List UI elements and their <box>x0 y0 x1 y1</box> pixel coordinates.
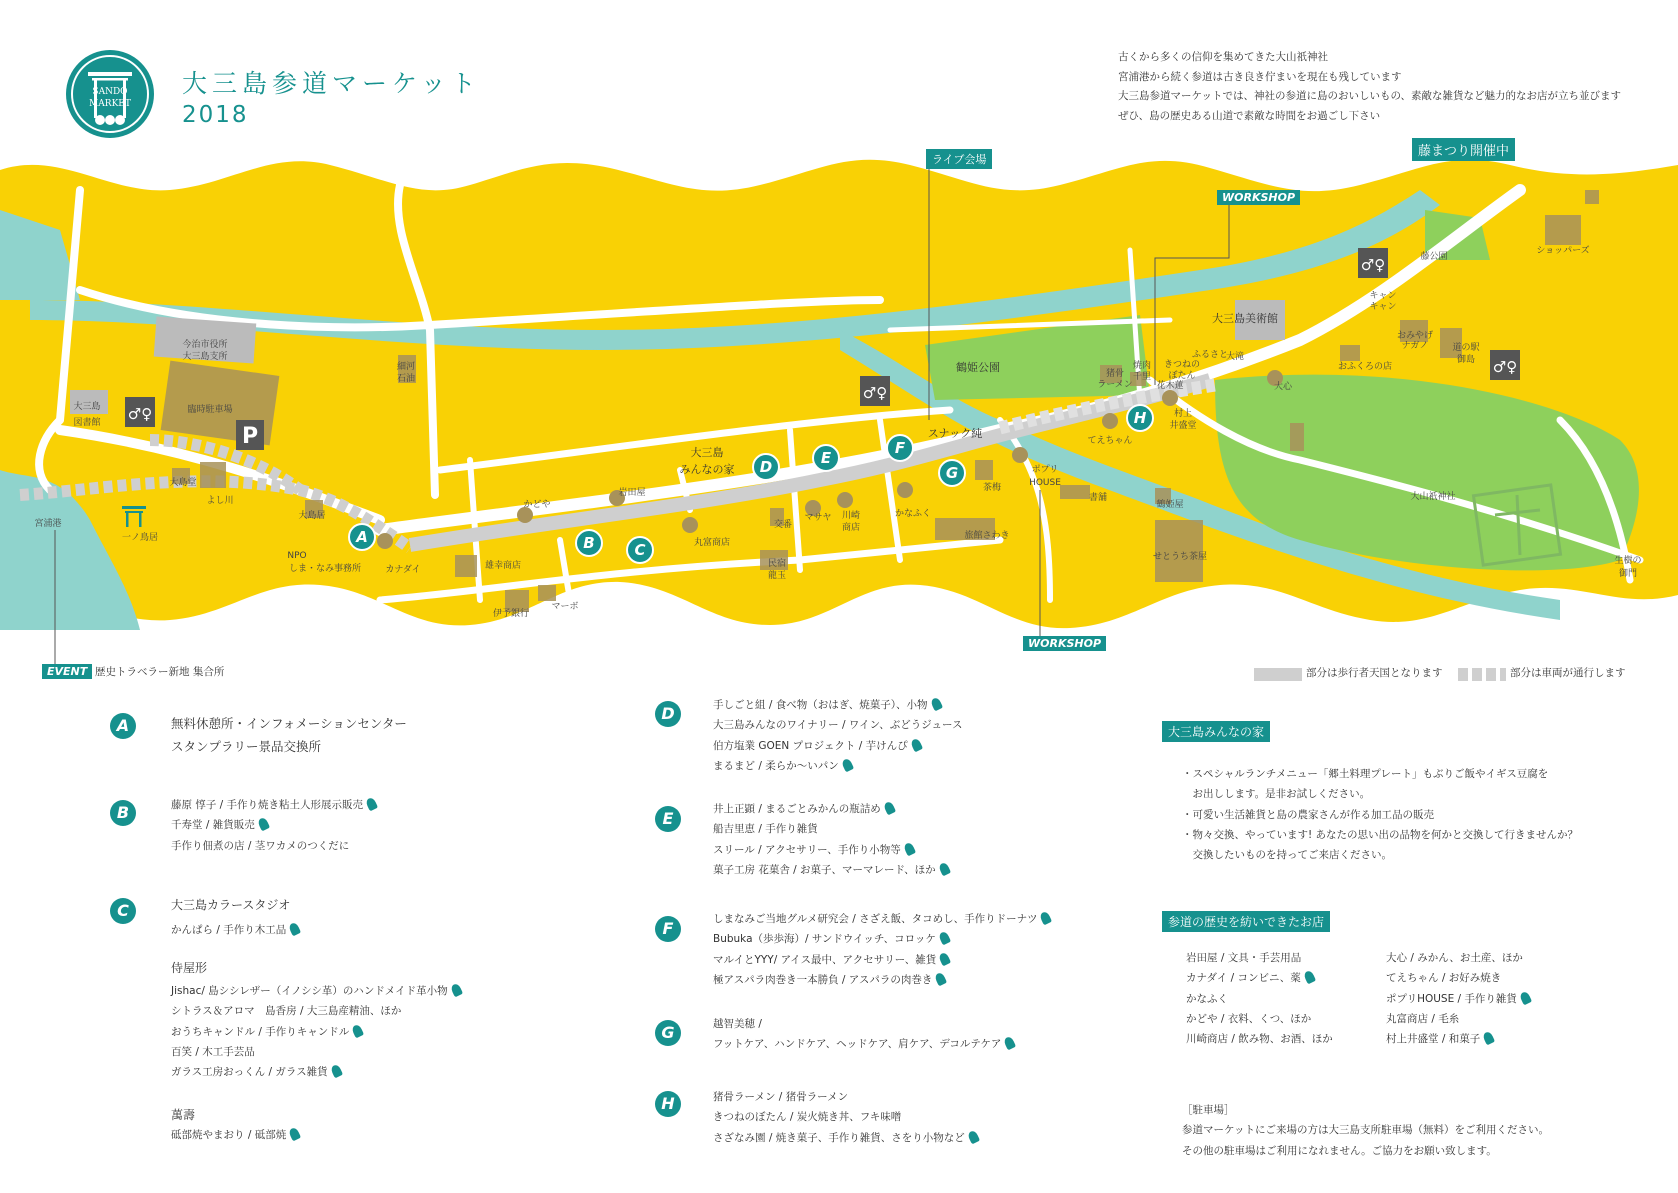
label-minshuku: 民宿 <box>767 559 787 569</box>
area-c-subtitle2: 萬壽 <box>171 1108 196 1122</box>
workshop-icon <box>288 1127 301 1142</box>
svg-text:A: A <box>356 528 368 546</box>
label-ofukuro: おふくろの店 <box>1337 362 1393 372</box>
toilet-icon <box>1358 248 1388 278</box>
label-kawasaki2: 商店 <box>841 523 861 533</box>
historic-shops-left <box>1186 948 1333 1049</box>
svg-text:MARKET: MARKET <box>89 99 131 109</box>
area-d-list <box>713 695 963 776</box>
shop-line: 船吉里恵 / 手作り雑貨 <box>713 823 818 836</box>
label-npo: NPO <box>287 551 307 561</box>
workshop-icon <box>903 841 916 856</box>
shop-line: おうちキャンドル / 手作りキャンドル <box>171 1025 350 1038</box>
legend-vehicle-swatch <box>1458 668 1506 681</box>
shop-line: 伯方塩業 GOEN プロジェクト / 芋けんぴ <box>713 739 908 752</box>
label-minshuku2: 龍玉 <box>767 571 787 581</box>
label-kanadai: カナダイ <box>385 565 421 575</box>
label-masaya: マサヤ <box>804 513 832 523</box>
area-pin-h <box>1127 405 1153 431</box>
parking-line: その他の駐車場はご利用になれません。ご協力をお願い致します。 <box>1182 1144 1497 1157</box>
workshop-icon <box>929 697 942 712</box>
shop-line: Jishac/ 島シシレザー（イノシシ革）のハンドメイド革小物 <box>171 985 448 997</box>
shop-line: 菓子工房 花菓舎 / お菓子、マーマレード、ほか <box>713 863 936 876</box>
label-hanamizu: 花木蓮 <box>1156 381 1184 391</box>
label-fujikoen: 藤公園 <box>1420 252 1448 262</box>
label-kitsune: きつねの <box>1163 360 1201 370</box>
workshop-icon <box>934 972 947 987</box>
label-ryokan: 旅館さわき <box>964 531 1010 541</box>
area-a-info <box>171 712 407 758</box>
label-kanafuku: かなふく <box>894 509 932 519</box>
svg-text:G: G <box>945 464 959 482</box>
shop-line: しまなみご当地グルメ研究会 / さざえ飯、タコめし、手作りドーナツ <box>713 913 1038 925</box>
svg-text:E: E <box>820 449 832 467</box>
workshop-tag-bottom: WORKSHOP <box>1023 636 1106 651</box>
shop-line: シトラス＆アロマ 島香房 / 大三島産精油、ほか <box>171 1005 402 1018</box>
area-pin-d <box>753 454 779 480</box>
label-kyan2: キャン <box>1369 302 1397 312</box>
toilet-icon <box>860 376 890 406</box>
area-h-list <box>713 1087 978 1148</box>
area-c-list <box>171 920 299 940</box>
workshop-icon <box>449 983 462 998</box>
label-marbo: マーボ <box>551 602 579 612</box>
svg-text:♂♀: ♂♀ <box>1492 358 1518 376</box>
label-poppuri2: HOUSE <box>1029 478 1061 488</box>
workshop-icon <box>883 801 896 816</box>
area-b-list <box>171 795 376 856</box>
workshop-icon <box>329 1064 342 1079</box>
label-library2: 図書館 <box>73 418 101 428</box>
legend-vehicle: 部分は車両が通行します <box>1510 667 1626 679</box>
workshop-icon <box>365 797 378 812</box>
svg-text:D: D <box>759 458 773 476</box>
label-seiju2: 御門 <box>1618 569 1638 579</box>
workshop-icon <box>1303 970 1316 985</box>
shop-line: まるまど / 柔らか〜いパン <box>713 759 839 772</box>
intro-line: 大三島参道マーケットでは、神社の参道に島のおいしいもの、素敵な雑貨など魅力的なお店が立ち並びます <box>1118 90 1622 103</box>
workshop-icon <box>257 817 270 832</box>
area-badge-g: G <box>655 1020 681 1046</box>
info-line: 交換したいものを持ってご来店ください。 <box>1182 849 1392 862</box>
event-tag: EVENT <box>42 664 92 679</box>
workshop-icon <box>288 922 301 937</box>
area-pin-a <box>349 524 375 550</box>
area-line: 無料休憩所・インフォメーションセンター <box>171 716 407 731</box>
area-c-sublist2 <box>171 1125 299 1145</box>
info-line: お出しします。是非お試しください。 <box>1182 788 1371 801</box>
area-c-sublist <box>171 981 461 1082</box>
svg-text:F: F <box>894 439 906 457</box>
label-shrine: 大山祇神社 <box>1410 492 1456 502</box>
label-poppuri: ポプリ <box>1031 465 1059 475</box>
shop-line: さざなみ園 / 焼き菓子、手作り雑貨、さをり小物など <box>713 1131 965 1144</box>
area-badge-c: C <box>110 898 136 924</box>
area-pin-e <box>813 445 839 471</box>
shop-line: 村上井盛堂 / 和菓子 <box>1386 1033 1481 1046</box>
svg-text:♂♀: ♂♀ <box>127 405 153 423</box>
minna-info <box>1182 764 1578 865</box>
label-ohaka: 大滝 <box>1225 352 1245 362</box>
label-hosokawa: 細河 <box>396 362 416 372</box>
label-museum: 大三島美術館 <box>1212 312 1278 325</box>
area-c-title: 大三島カラースタジオ <box>171 898 291 912</box>
label-imabari2: 大三島支所 <box>182 352 228 362</box>
workshop-icon <box>1519 990 1532 1005</box>
label-tsuruhimeya: 鶴姫屋 <box>1156 500 1184 510</box>
shop-line: 千寿堂 / 雑貨販売 <box>171 819 255 832</box>
label-setouchi: せとうち茶屋 <box>1152 552 1208 562</box>
shop-line: 極アスパラ肉巻き一本勝負 / アスパラの肉巻き <box>713 973 933 986</box>
svg-text:♂♀: ♂♀ <box>862 384 888 402</box>
area-badge-e: E <box>655 806 681 832</box>
label-shopparz: ショッパーズ <box>1536 246 1590 256</box>
label-port: 宮浦港 <box>34 519 62 529</box>
shop-line: Bubuka（歩歩海）/ サンドウイッチ、コロッケ <box>713 933 936 946</box>
area-badge-a: A <box>110 713 136 739</box>
area-badge-b: B <box>110 800 136 826</box>
legend-pedestrian: 部分は歩行者天国となります <box>1306 667 1443 679</box>
shop-line: 百笑 / 木工手芸品 <box>171 1045 255 1058</box>
svg-text:B: B <box>583 534 595 552</box>
shop-line: マルイとYYY/ アイス最中、アクセサリー、雑貨 <box>713 953 937 966</box>
parking-icon: P <box>241 424 259 449</box>
workshop-icon <box>967 1129 980 1144</box>
label-kawasaki: 川崎 <box>841 511 861 521</box>
workshop-icon <box>841 758 854 773</box>
label-inokotsu: 猪骨 <box>1105 369 1125 379</box>
label-minna: 大三島 <box>690 446 724 459</box>
info-line: ・可愛い生活雑貨と島の農家さんが作る加工品の販売 <box>1182 808 1434 821</box>
shop-line: かどや / 衣料、くつ、ほか <box>1186 1012 1312 1025</box>
toilet-icon <box>125 397 155 427</box>
page-title: 大三島参道マーケット <box>182 69 481 98</box>
minna-heading: 大三島みんなの家 <box>1162 721 1270 742</box>
label-murakami2: 井盛堂 <box>1169 421 1197 431</box>
shop-line: 大心 / みかん、お土産、ほか <box>1386 952 1523 964</box>
parking-info <box>1182 1100 1549 1161</box>
label-inokotsu2: ラーメン <box>1097 380 1133 390</box>
svg-text:C: C <box>634 541 646 559</box>
shop-line: フットケア、ハンドケア、ヘッドケア、肩ケア、デコルテケア <box>713 1038 1002 1051</box>
label-minna2: みんなの家 <box>679 463 735 476</box>
historic-shops-right <box>1386 948 1530 1049</box>
svg-text:H: H <box>1133 409 1147 427</box>
event-year: 2018 <box>182 102 249 128</box>
label-omiyage2: ナガノ <box>1401 341 1429 351</box>
shop-line: 藤原 惇子 / 手作り焼き粘土人形展示販売 <box>171 799 364 811</box>
workshop-icon <box>1003 1036 1016 1051</box>
label-yukou: 雄幸商店 <box>484 561 522 571</box>
label-hosokawa2: 石油 <box>396 374 416 384</box>
area-f-list <box>713 909 1050 990</box>
label-michinoeki: 道の駅 <box>1452 343 1480 353</box>
area-pin-b <box>576 530 602 556</box>
label-michinoeki2: 御島 <box>1456 355 1476 365</box>
label-kitsune2: ぼたん <box>1168 371 1196 381</box>
label-furusato: ふるさと <box>1191 350 1229 360</box>
shop-line: ガラス工房おっくん / ガラス雑貨 <box>171 1066 328 1079</box>
toilet-icon <box>1490 350 1520 380</box>
label-omiyage: おみやげ <box>1396 331 1434 341</box>
parking-line: 参道マーケットにご来場の方は大三島支所駐車場（無料）をご利用ください。 <box>1182 1124 1549 1137</box>
area-pin-c <box>627 537 653 563</box>
event-description: 歴史トラベラー新地 集合所 <box>95 666 225 678</box>
shop-line: 岩田屋 / 文具・手芸用品 <box>1186 952 1302 964</box>
intro-line: 古くから多くの信仰を集めてきた大山祇神社 <box>1118 51 1328 63</box>
label-oshin: 大心 <box>1273 382 1293 392</box>
label-snack: スナック純 <box>927 427 983 440</box>
svg-text:SANDO: SANDO <box>92 87 128 97</box>
live-venue-tag: ライブ会場 <box>926 149 992 169</box>
label-yoshikawa: よし川 <box>206 496 234 506</box>
shop-line: 砥部焼やまおり / 砥部焼 <box>171 1129 287 1141</box>
area-badge-d: D <box>655 701 681 727</box>
workshop-icon <box>938 951 951 966</box>
label-kyan: キャン <box>1369 291 1397 301</box>
intro-line: ぜひ、島の歴史ある山道で素敵な時間をお過ごし下さい <box>1118 109 1381 122</box>
workshop-icon <box>1039 911 1052 926</box>
shop-line: 川崎商店 / 飲み物、お酒、ほか <box>1186 1033 1333 1046</box>
info-line: ・物々交換、やっています! あなたの思い出の品物を何かと交換して行きませんか？ <box>1182 828 1579 841</box>
shop-line: かなふく <box>1186 992 1228 1005</box>
label-iyo: 伊予銀行 <box>492 609 530 619</box>
area-g-list <box>713 1014 1014 1055</box>
shop-line: かんぱら / 手作り木工品 <box>171 924 287 936</box>
shop-line: 手作り佃煮の店 / 茎ワカメのつくだに <box>171 839 350 852</box>
label-chaume: 茶梅 <box>982 483 1002 493</box>
shop-line: きつねのぼたん / 炭火焼き丼、フキ味噌 <box>713 1111 902 1124</box>
shop-line: 手しごと組 / 食べ物（おはぎ、焼菓子）、小物 <box>713 699 928 711</box>
parking-heading: ［駐車場］ <box>1182 1104 1235 1116</box>
label-yakiniku2: 千里 <box>1132 372 1152 382</box>
workshop-icon <box>1482 1031 1495 1046</box>
label-imabari: 今治市役所 <box>182 340 228 350</box>
svg-text:♂♀: ♂♀ <box>1360 256 1386 274</box>
label-gate: 一ノ鳥居 <box>121 533 159 543</box>
label-seiju: 生樹の <box>1614 556 1642 566</box>
legend-pedestrian-swatch <box>1254 668 1302 681</box>
label-oshimado: 大島堂 <box>169 478 197 488</box>
label-murakami: 村上 <box>1173 409 1193 419</box>
area-pin-f <box>887 435 913 461</box>
area-line: スタンプラリー景品交換所 <box>171 739 322 754</box>
label-kadoya: かどや <box>523 500 551 510</box>
shop-line: てえちゃん / お好み焼き <box>1386 972 1502 985</box>
workshop-icon <box>938 931 951 946</box>
fuji-festival-tag: 藤まつり開催中 <box>1412 138 1515 161</box>
area-badge-f: F <box>655 916 681 942</box>
label-oshimai: 大島居 <box>298 511 326 521</box>
historic-shops-heading: 参道の歴史を紡いできたお店 <box>1162 911 1330 932</box>
workshop-icon <box>351 1023 364 1038</box>
label-teichan: てえちゃん <box>1087 436 1133 446</box>
label-parking: 臨時駐車場 <box>187 405 233 415</box>
shop-line: カナダイ / コンビニ、薬 <box>1186 972 1301 985</box>
shop-line: 大三島みんなのワイナリー / ワイン、ぶどうジュース <box>713 719 963 732</box>
shop-line: スリール / アクセサリー、手作り小物等 <box>713 843 901 856</box>
area-badge-h: H <box>655 1091 681 1117</box>
label-npo2: しま・なみ事務所 <box>288 564 362 574</box>
info-line: ・スペシャルランチメニュー「郷土料理プレート」もぶりご飯やイギス豆腐を <box>1182 768 1549 780</box>
intro-line: 宮浦港から続く参道は古き良き佇まいを現在も残しています <box>1118 70 1402 83</box>
shop-line: 丸富商店 / 毛糸 <box>1386 1012 1460 1025</box>
area-pin-g <box>939 460 965 486</box>
label-library: 大三島 <box>73 402 101 412</box>
workshop-icon <box>909 737 922 752</box>
label-iwataya: 岩田屋 <box>618 488 646 498</box>
label-yakiniku: 焼肉 <box>1132 361 1152 371</box>
label-koban: 交番 <box>773 520 793 530</box>
shop-line: 猪骨ラーメン / 猪骨ラーメン <box>713 1091 849 1103</box>
shop-line: 越智美穂 / <box>713 1018 762 1030</box>
workshop-tag-top: WORKSHOP <box>1217 190 1300 205</box>
label-shoka: 書舗 <box>1088 493 1108 503</box>
area-e-list <box>713 799 949 880</box>
label-tsuruhime-park: 鶴姫公園 <box>956 361 1000 374</box>
shop-line: ポプリHOUSE / 手作り雑貨 <box>1386 992 1517 1005</box>
shop-line: 井上正顕 / まるごとみかんの瓶詰め <box>713 803 881 815</box>
workshop-icon <box>937 862 950 877</box>
label-marutomi: 丸富商店 <box>693 538 731 548</box>
area-c-subtitle: 侍屋形 <box>171 961 208 975</box>
